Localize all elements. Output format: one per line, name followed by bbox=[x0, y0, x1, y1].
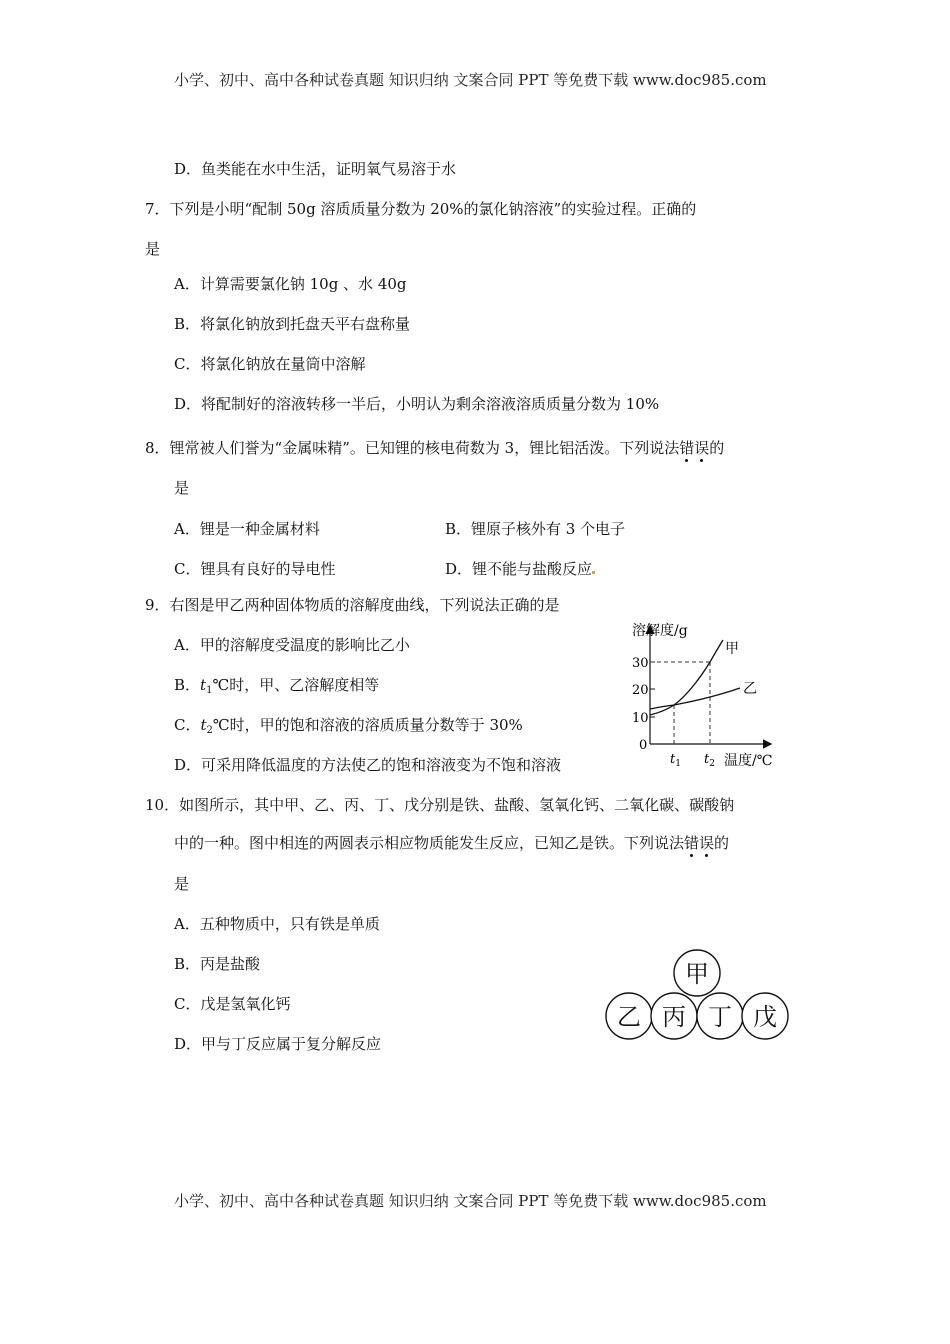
page-header: 小学、初中、高中各种试卷真题 知识归纳 文案合同 PPT 等免费下载 www.doc985.com bbox=[174, 71, 767, 89]
q7-option-b: B．将氯化钠放到托盘天平右盘称量 bbox=[174, 315, 411, 333]
q10-stem-line3: 是 bbox=[174, 875, 190, 893]
circle-label-yi: 乙 bbox=[617, 1003, 641, 1031]
q10-stem-line1: 10．如图所示，其中甲、乙、丙、丁、戊分别是铁、盐酸、氢氧化钙、二氧化碳、碳酸钠 bbox=[145, 796, 735, 814]
q8-option-c: C．锂具有良好的导电性 bbox=[174, 560, 336, 578]
q7-stem-line2: 是 bbox=[145, 240, 161, 258]
q7-option-a: A．计算需要氯化钠 10g 、水 40g bbox=[174, 275, 407, 293]
x-tick-label-t1: $t_1$ bbox=[670, 752, 681, 769]
circle-label-wu: 戊 bbox=[753, 1003, 777, 1031]
q7-option-d: D．将配制好的溶液转移一半后，小明认为剩余溶液溶质质量分数为 10% bbox=[174, 395, 660, 413]
solubility-chart bbox=[610, 615, 790, 775]
q7-option-c: C．将氯化钠放在量筒中溶解 bbox=[174, 355, 366, 373]
q8-stem-line1 bbox=[145, 438, 724, 458]
q10-emphasis-wu: 误 bbox=[699, 834, 714, 852]
series-jia-curve bbox=[650, 640, 723, 715]
series-yi-curve bbox=[650, 688, 740, 709]
y-tick-label-10: 10 bbox=[632, 711, 649, 726]
legend-yi: 乙 bbox=[743, 681, 757, 697]
x-axis-label: 温度/℃ bbox=[724, 753, 773, 769]
y-tick-label-30: 30 bbox=[632, 656, 649, 671]
circle-label-jia: 甲 bbox=[685, 960, 709, 988]
q8-option-b: B．锂原子核外有 3 个电子 bbox=[445, 520, 626, 538]
q8-emphasis-wu: 误 bbox=[694, 439, 709, 457]
circle-label-bing: 丙 bbox=[662, 1003, 686, 1031]
q8-stem-tail: 的 bbox=[709, 439, 725, 457]
reaction-circles-diagram bbox=[600, 945, 795, 1045]
q9-stem: 9．右图是甲乙两种固体物质的溶解度曲线，下列说法正确的是 bbox=[145, 596, 560, 614]
q9-option-a: A．甲的溶解度受温度的影响比乙小 bbox=[174, 636, 410, 654]
q10-option-d: D．甲与丁反应属于复分解反应 bbox=[174, 1035, 382, 1053]
q10-emphasis-cuo: 错 bbox=[684, 834, 699, 852]
q8-stem-line2: 是 bbox=[174, 479, 190, 497]
q10-option-a: A．五种物质中，只有铁是单质 bbox=[174, 915, 380, 933]
y-axis-label: 溶解度/g bbox=[632, 623, 688, 639]
legend-jia: 甲 bbox=[725, 641, 739, 657]
q7-stem-line1: 7．下列是小明“配制 50g 溶质质量分数为 20%的氯化钠溶液”的实验过程。正确的 bbox=[145, 200, 697, 218]
y-tick-label-20: 20 bbox=[632, 683, 649, 698]
q8-option-a: A．锂是一种金属材料 bbox=[174, 520, 320, 538]
x-tick-label-t2: $t_2$ bbox=[704, 752, 715, 769]
page-footer: 小学、初中、高中各种试卷真题 知识归纳 文案合同 PPT 等免费下载 www.doc985.com bbox=[174, 1192, 767, 1210]
q8-stem-text: 8．锂常被人们誉为“金属味精”。已知锂的核电荷数为 3，锂比铝活泼。下列说法 bbox=[145, 439, 680, 457]
stray-mark bbox=[592, 571, 595, 574]
y-tick-label-0: 0 bbox=[639, 738, 648, 753]
q6-option-d: D．鱼类能在水中生活，证明氧气易溶于水 bbox=[174, 160, 457, 178]
q10-option-b: B．丙是盐酸 bbox=[174, 955, 261, 973]
q10-option-c: C．戊是氢氧化钙 bbox=[174, 995, 291, 1013]
q9-option-d: D．可采用降低温度的方法使乙的饱和溶液变为不饱和溶液 bbox=[174, 756, 562, 774]
q9-option-b: B．$t_1℃$时，甲、乙溶解度相等 bbox=[174, 676, 380, 696]
circle-label-ding: 丁 bbox=[708, 1003, 732, 1031]
q10-stem-line2: 中的一种。图中相连的两圆表示相应物质能发生反应，已知乙是铁。下列说法错 误 的 bbox=[174, 833, 729, 853]
q8-emphasis-cuo: 错 bbox=[679, 439, 694, 457]
q9-option-c: C．$t_2℃$时，甲的饱和溶液的溶质质量分数等于 30% bbox=[174, 716, 523, 736]
q8-option-d: D．锂不能与盐酸反应 bbox=[445, 559, 595, 579]
